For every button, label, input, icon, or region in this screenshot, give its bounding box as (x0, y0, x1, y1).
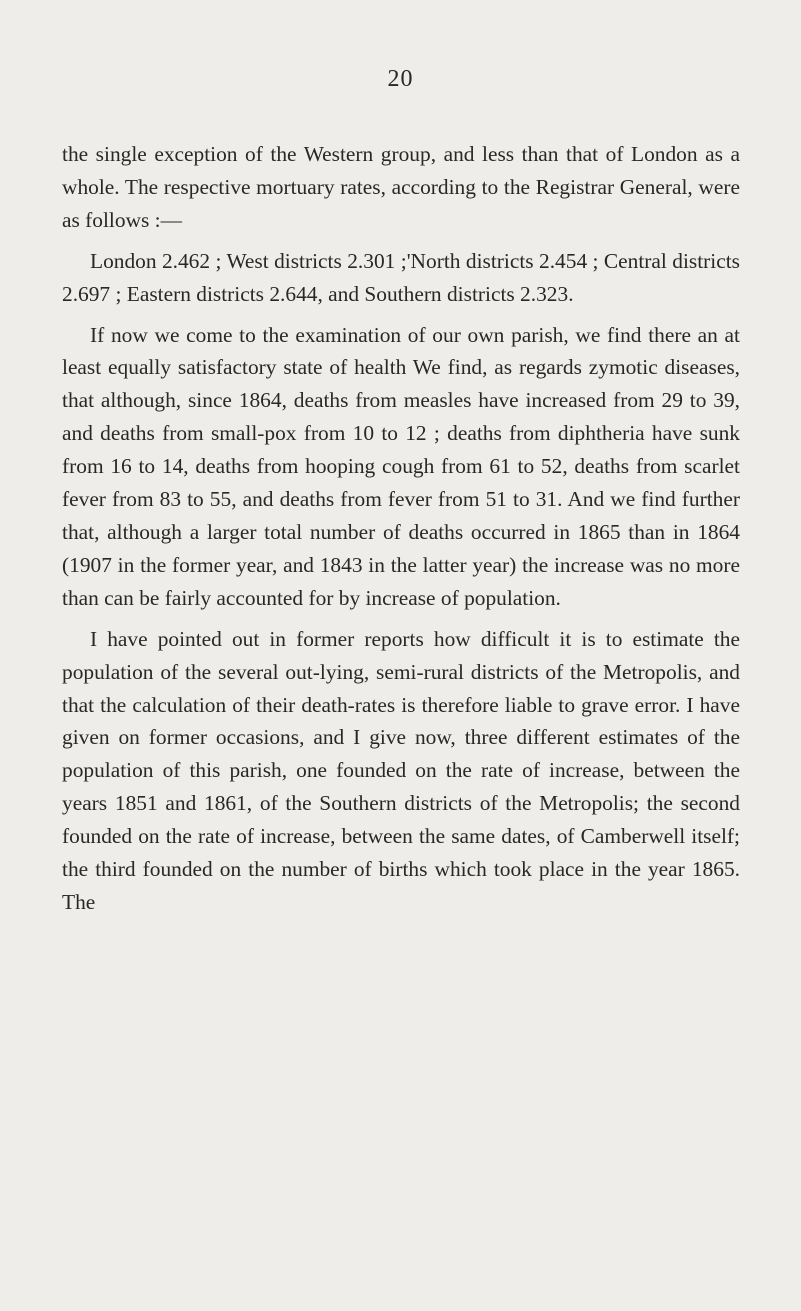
paragraph-continuation: the single exception of the Western group, and less than that of London as a whole. The respective mortuary rates, according to the Registrar General, were as follows :— (62, 142, 740, 232)
paragraph-mortuary-rates: London 2.462 ; West districts 2.301 ;'North districts 2.454 ; Central districts 2.697 ; Eastern districts 2.644, and Southern districts 2.323. (62, 248, 740, 306)
paragraph-parish-health: If now we come to the examination of our own parish, we find there an at least equally satisfactory state of health We find, as regards zymotic diseases, that although, since 1864, deaths from measles have increased from 29 to 39, and deaths from small-pox from 10 to 12 ; deaths from diphtheria have sunk from 16 to 14, deaths from hooping cough from 61 to 52, deaths from scarlet fever from 83 to 55, and deaths from fever from 51 to 31. And we find further that, although a larger total number of deaths occurred in 1865 than in 1864 (1907 in the former year, and 1843 in the latter year) the increase was no more than can be fairly accounted for by increase of population. (62, 322, 740, 610)
page-number: 20 (387, 66, 414, 92)
body-text (62, 138, 740, 919)
paragraph-population-estimates: I have pointed out in former reports how difficult it is to estimate the population of the several out-lying, semi-rural districts of the Metropolis, and that the calculation of their death-rates is therefore liable to grave error. I have given on former occasions, and I give now, three different estimates of the population of this parish, one founded on the rate of increase, between the years 1851 and 1861, of the Southern districts of the Metropolis; the second founded on the rate of increase, between the same dates, of Camberwell itself; the third founded on the number of births which took place in the year 1865. The (62, 626, 740, 914)
